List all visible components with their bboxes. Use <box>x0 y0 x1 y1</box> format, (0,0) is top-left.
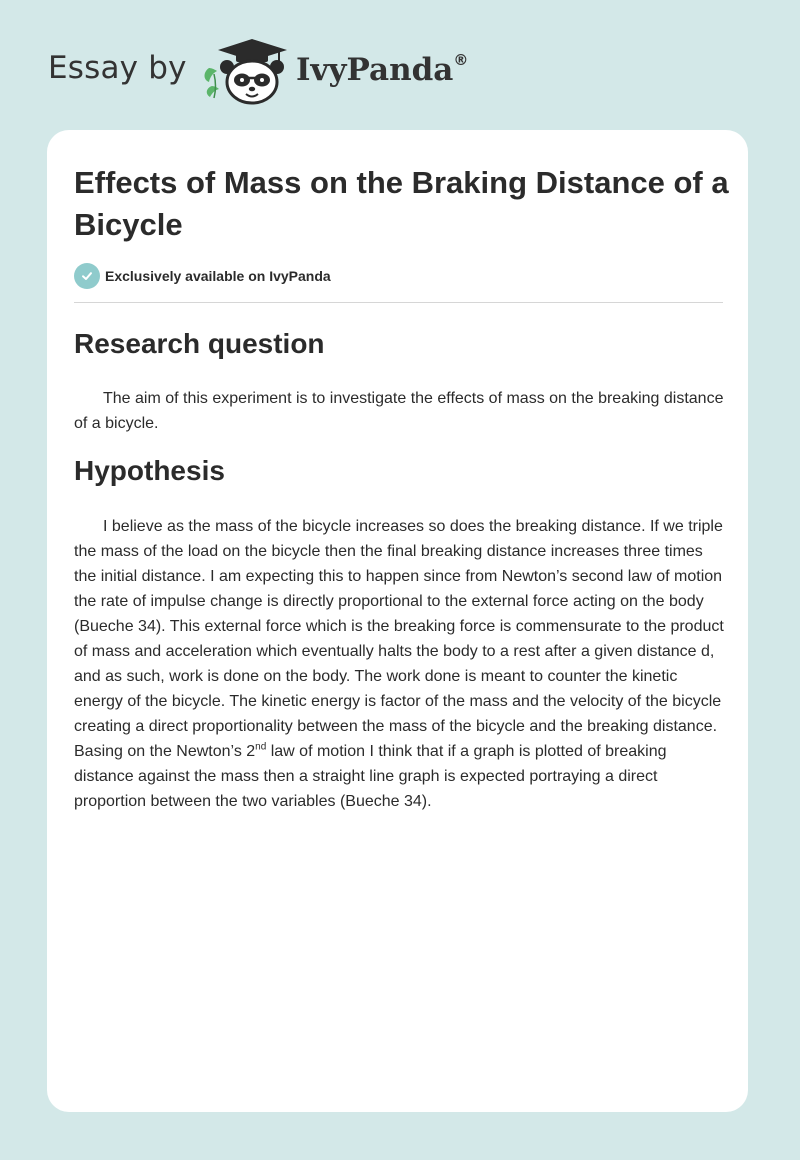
registered-mark: ® <box>453 50 469 69</box>
essay-by-label: Essay by <box>48 50 187 86</box>
title-divider <box>74 302 723 303</box>
essay-title: Effects of Mass on the Braking Distance of a Bicycle <box>74 165 729 242</box>
exclusive-label: Exclusively available on IvyPanda <box>105 268 331 284</box>
site-header <box>0 0 800 130</box>
brand-name: IvyPanda <box>296 52 454 88</box>
section-heading-research-question: Research question <box>74 328 325 359</box>
hypothesis-paragraph <box>74 514 724 814</box>
brand-wordmark[interactable] <box>296 52 468 88</box>
ordinal-superscript: nd <box>255 741 267 753</box>
research-question-paragraph: The aim of this experiment is to investigate the effects of mass on the breaking distance of a bicycle. <box>74 390 724 432</box>
hypothesis-text-part-1: I believe as the mass of the bicycle increases so does the breaking distance. If we triple the mass of the load on the bicycle then the final breaking distance increases three times the initial distance. I am expecting this to happen since from Newton’s second law of motion the rate of impulse change is directly proportional to the external force acting on the body (Bueche 34). This external force which is the breaking force is commensurate to the product of mass and acceleration which eventually halts the body to a rest after a given distance d, and as such, work is done on the body. The work done is meant to counter the kinetic energy of the bicycle. The kinetic energy is factor of the mass and the velocity of the bicycle creating a direct proportionality between the mass of the bicycle and the breaking distance. Basing on the Newton’s 2 <box>74 518 724 760</box>
ivypanda-logo-icon[interactable] <box>200 36 292 108</box>
exclusive-badge <box>74 263 331 289</box>
checkmark-icon <box>74 263 100 289</box>
section-heading-hypothesis: Hypothesis <box>74 455 225 486</box>
essay-card <box>47 130 748 1112</box>
hypothesis-text-part-2: law of motion I think that if a graph is plotted of breaking distance against the mass then a straight line graph is expected portraying a direct proportion between the two variables (Bueche 34). <box>74 743 667 810</box>
